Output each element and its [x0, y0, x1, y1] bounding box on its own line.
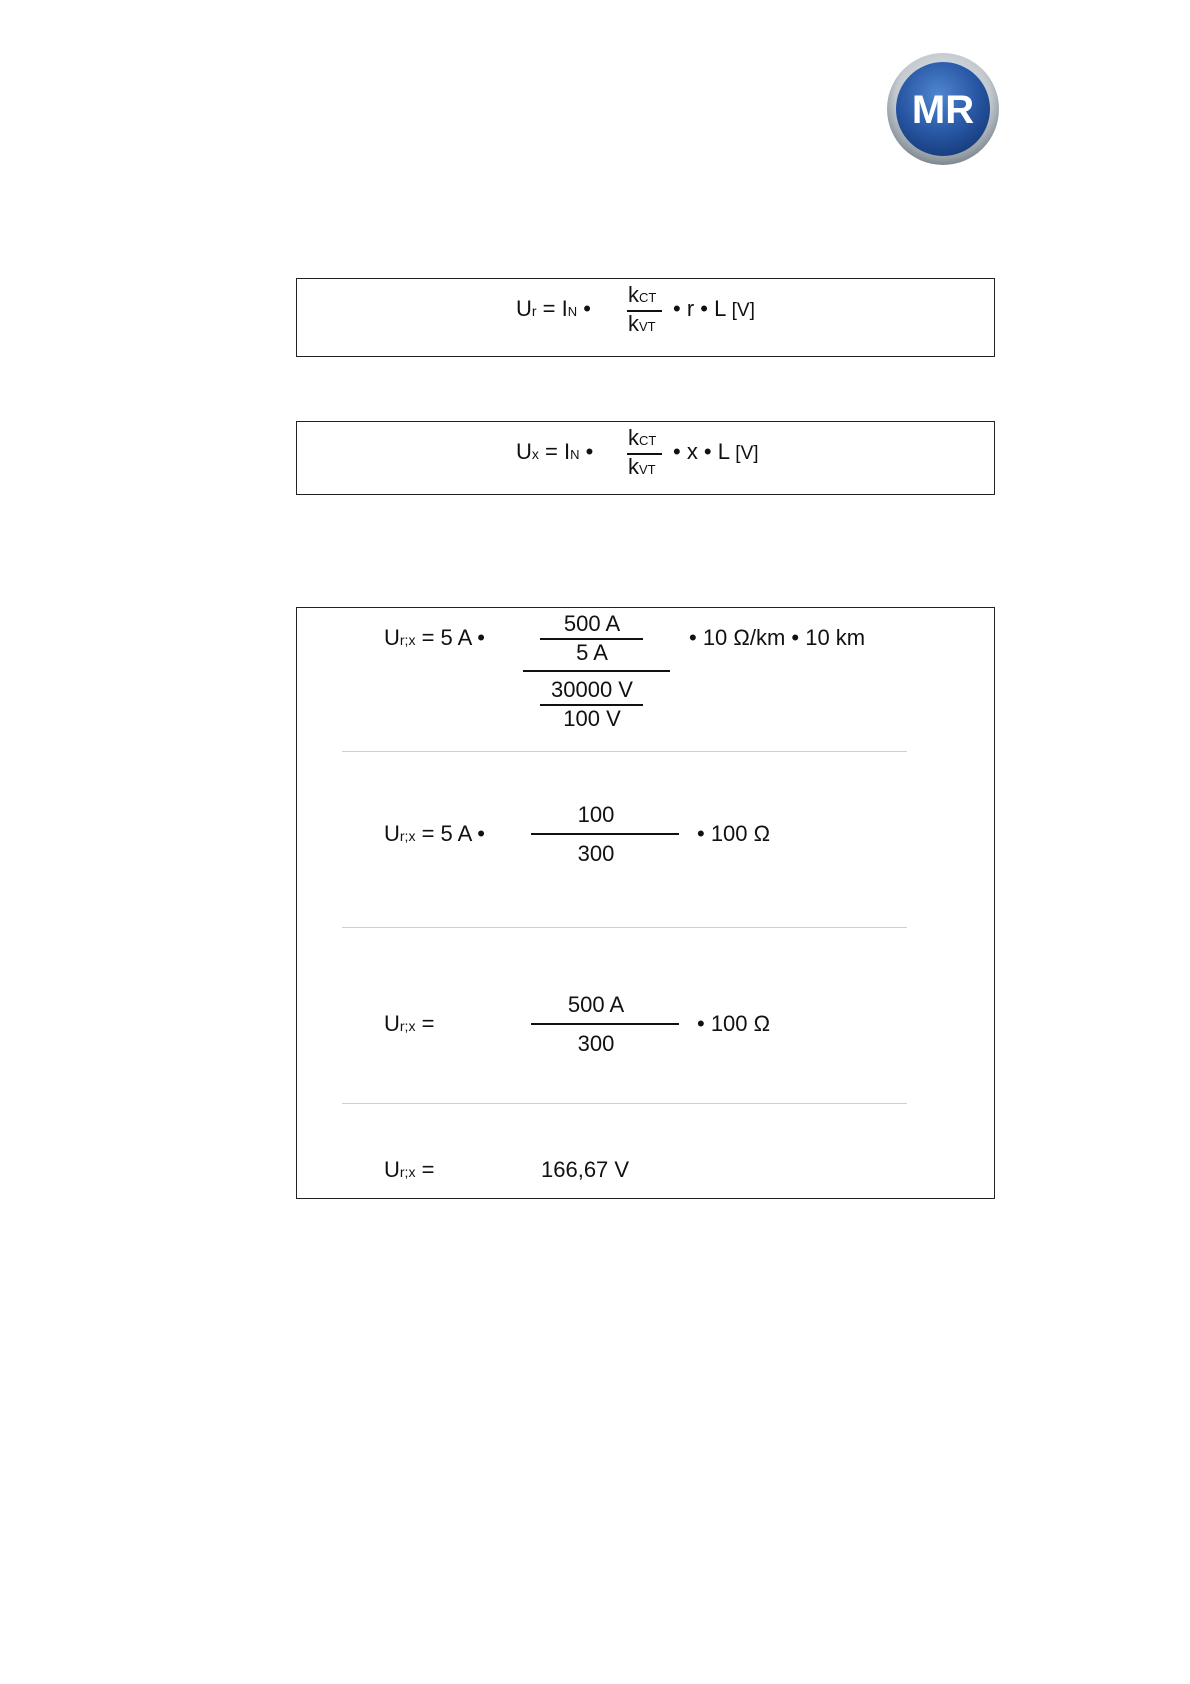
step3-fraction-bar	[531, 1023, 679, 1025]
step2-numerator: 100	[577, 802, 615, 827]
mr-logo	[886, 52, 1000, 166]
step1-den-bottom: 100 V	[563, 706, 621, 731]
formula-x-box	[296, 421, 995, 495]
step2-fraction-bar	[531, 833, 679, 835]
result-value: 166,67 V	[541, 1157, 630, 1182]
formula-r-lhs: Ur = IN •	[516, 296, 591, 321]
step1-tail: • 10 Ω/km • 10 km	[689, 625, 866, 650]
step3-numerator: 500 A	[567, 992, 625, 1017]
formula-r-numerator: kCT	[628, 282, 657, 307]
step2-tail: • 100 Ω	[697, 821, 771, 846]
step1-num-top: 500 A	[563, 611, 621, 636]
step1-main-bar	[523, 670, 670, 672]
example-calculation-box	[296, 607, 995, 1199]
formula-x-lhs: Ux = IN •	[516, 439, 594, 464]
formula-x-tail: • x • L [V]	[673, 439, 759, 464]
formula-x-numerator: kCT	[628, 425, 657, 450]
step3-denominator: 300	[577, 1031, 615, 1056]
separator-3	[342, 1103, 907, 1104]
mr-logo-graphic	[886, 52, 1000, 166]
formula-r-denominator: kVT	[628, 311, 656, 336]
step3-tail: • 100 Ω	[697, 1011, 771, 1036]
separator-1	[342, 751, 907, 752]
step1-den-top: 30000 V	[551, 677, 633, 702]
step1-lhs: Ur;x = 5 A •	[384, 625, 485, 650]
step1-num-bottom: 5 A	[576, 640, 608, 665]
step2-denominator: 300	[577, 841, 615, 866]
step3-lhs: Ur;x =	[384, 1011, 435, 1036]
logo-text: MR	[911, 88, 975, 132]
separator-2	[342, 927, 907, 928]
formula-r-box	[296, 278, 995, 357]
formula-r-tail: • r • L [V]	[673, 296, 755, 321]
formula-x-denominator: kVT	[628, 454, 656, 479]
step2-lhs: Ur;x = 5 A •	[384, 821, 485, 846]
result-lhs: Ur;x =	[384, 1157, 435, 1182]
